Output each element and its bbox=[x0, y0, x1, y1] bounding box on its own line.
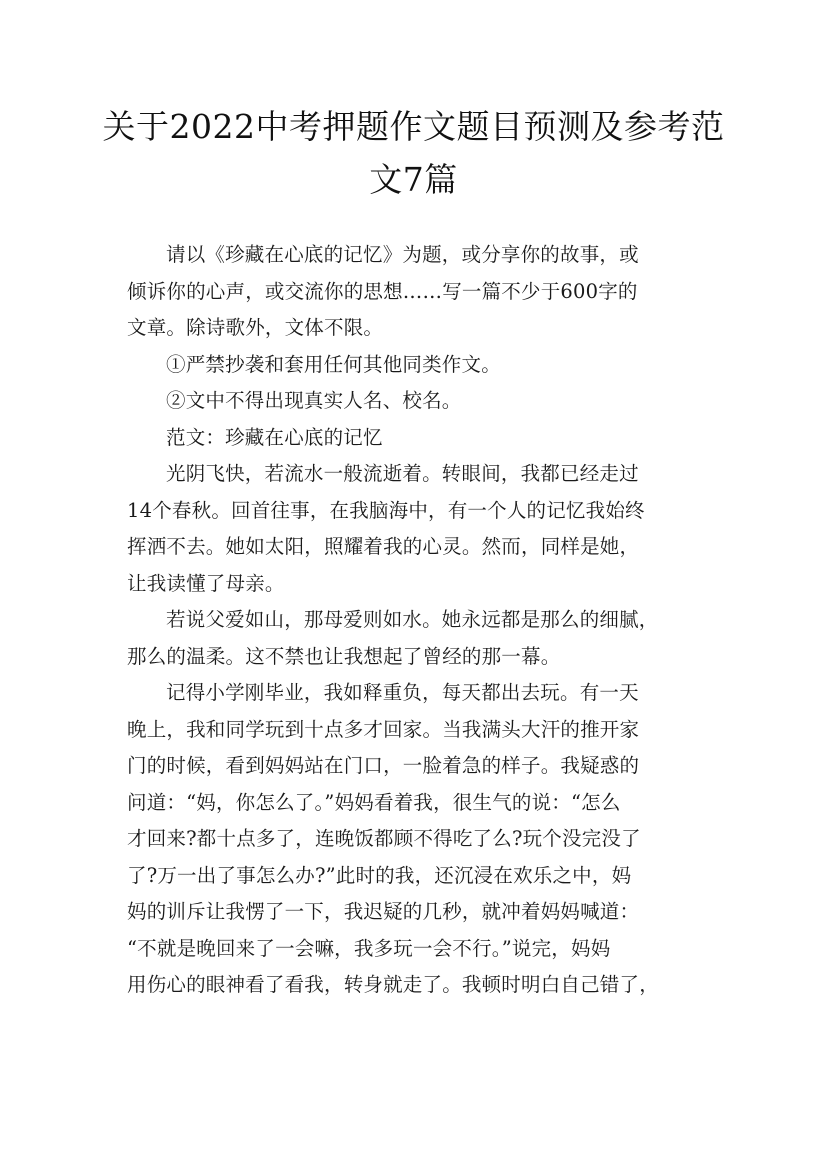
text-line: 问道：“妈，你怎么了。”妈妈看着我，很生气的说：“怎么 bbox=[127, 790, 621, 814]
text-line: 范文：珍藏在心底的记忆 bbox=[166, 425, 383, 449]
text-line: 若说父爱如山，那母爱则如水。她永远都是那么的细腻， bbox=[166, 608, 659, 631]
paragraph-body-3 bbox=[127, 675, 703, 1004]
text-line: 用伤心的眼神看了看我，转身就走了。我顿时明白自己错了， bbox=[127, 973, 659, 996]
text-line: 才回来?都十点多了，连晚饭都顾不得吃了么?玩个没完没了 bbox=[127, 827, 641, 850]
text-line: 14个春秋。回首往事，在我脑海中，有一个人的记忆我始终 bbox=[127, 498, 645, 522]
text-line: ②文中不得出现真实人名、校名。 bbox=[166, 389, 462, 412]
text-line: 让我读懂了母亲。 bbox=[127, 571, 285, 595]
paragraph-body-2 bbox=[127, 602, 703, 675]
text-line: 妈的训斥让我愣了一下，我迟疑的几秒，就冲着妈妈喊道： bbox=[127, 900, 640, 923]
text-line: 门的时候，看到妈妈站在门口，一脸着急的样子。我疑惑的 bbox=[127, 754, 640, 777]
paragraph-rule-1 bbox=[127, 347, 703, 384]
text-line: 请以《珍藏在心底的记忆》为题，或分享你的故事，或 bbox=[166, 243, 639, 266]
text-line: 记得小学刚毕业，我如释重负，每天都出去玩。有一天 bbox=[166, 681, 639, 704]
paragraph-body-1 bbox=[127, 456, 703, 602]
text-line: ①严禁抄袭和套用任何其他同类作文。 bbox=[166, 352, 501, 376]
document-body bbox=[127, 237, 703, 1004]
paragraph-sample-heading bbox=[127, 420, 703, 457]
text-line: 晚上，我和同学玩到十点多才回家。当我满头大汗的推开家 bbox=[127, 717, 640, 741]
text-line: 那么的温柔。这不禁也让我想起了曾经的那一幕。 bbox=[127, 644, 561, 668]
text-line: “不就是晚回来了一会嘛，我多玩一会不行。”说完，妈妈 bbox=[127, 936, 611, 960]
text-line: 光阴飞快，若流水一般流逝着。转眼间，我都已经走过 bbox=[166, 462, 639, 485]
text-line: 倾诉你的心声，或交流你的思想……写一篇不少于600字的 bbox=[127, 279, 638, 303]
title-line-2: 文7篇 bbox=[369, 160, 458, 199]
document-title bbox=[100, 100, 727, 206]
text-line: 挥洒不去。她如太阳，照耀着我的心灵。然而，同样是她， bbox=[127, 535, 640, 558]
text-line: 文章。除诗歌外，文体不限。 bbox=[127, 316, 384, 339]
paragraph-prompt bbox=[127, 237, 703, 347]
text-line: 了?万一出了事怎么办?”此时的我，还沉浸在欢乐之中，妈 bbox=[127, 863, 632, 887]
paragraph-rule-2 bbox=[127, 383, 703, 420]
title-line-1: 关于2022中考押题作文题目预测及参考范 bbox=[102, 107, 725, 146]
